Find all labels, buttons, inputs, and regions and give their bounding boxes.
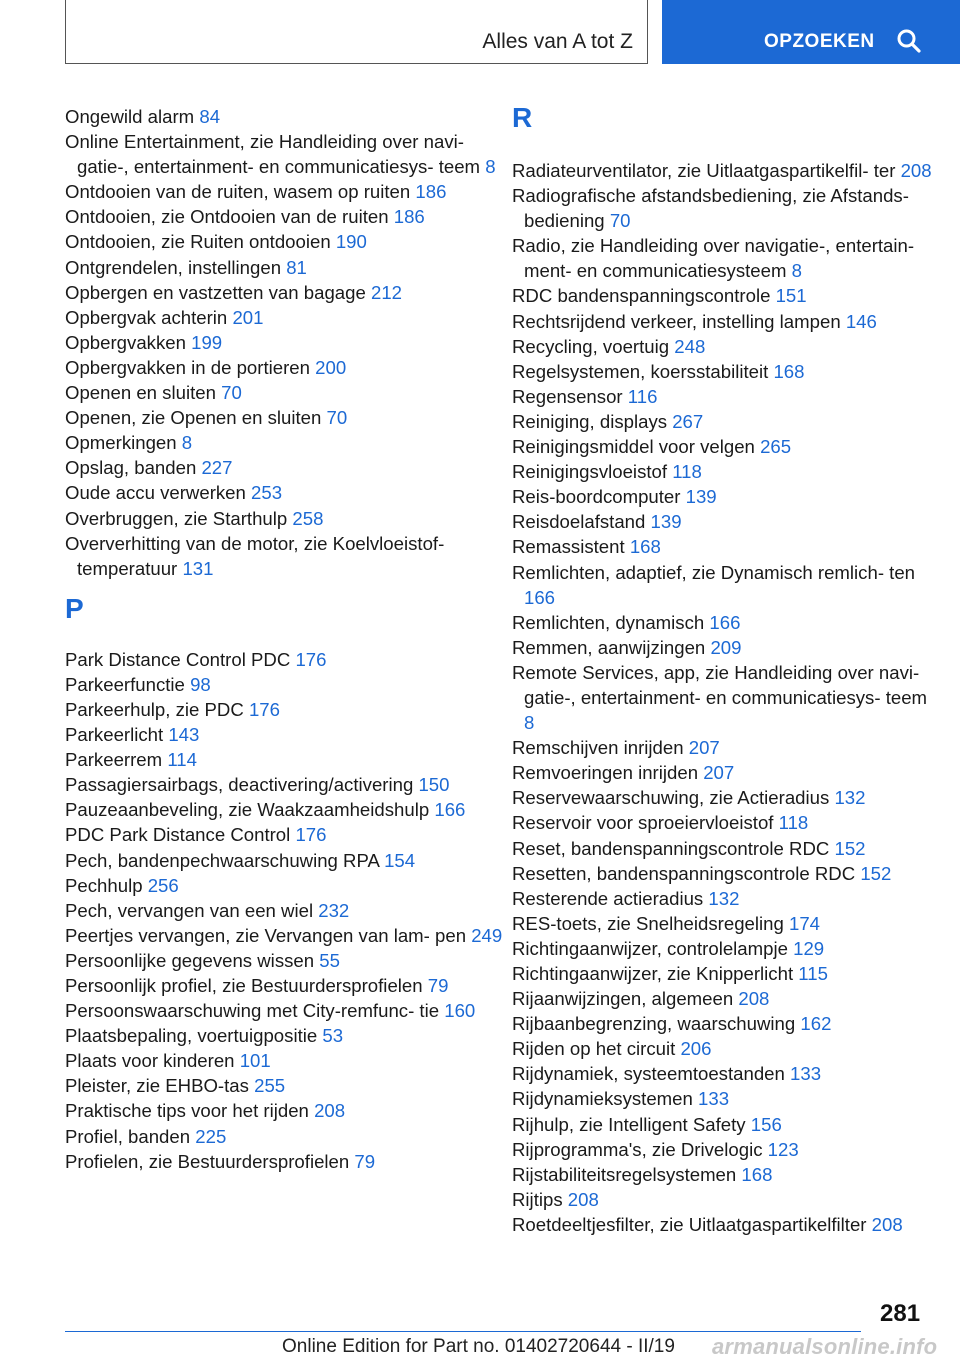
page-link[interactable]: 208	[567, 1188, 599, 1210]
page-link[interactable]: 249	[471, 924, 503, 946]
entry-text: Radiografische afstandsbediening, zie Afstands- bediening	[512, 185, 909, 232]
index-entry	[512, 459, 942, 484]
index-entry	[65, 747, 505, 772]
entry-text: RDC bandenspanningscontrole	[512, 285, 771, 307]
entry-text: Pech, bandenpechwaarschuwing RPA	[65, 849, 379, 871]
entry-text: Reset, bandenspanningscontrole RDC	[512, 837, 830, 859]
entry-text: Ongewild alarm	[65, 106, 195, 127]
index-entry	[512, 1187, 942, 1212]
entry-text: Reinigingsmiddel voor velgen	[512, 436, 755, 458]
entry-text: Remschijven inrijden	[512, 737, 684, 759]
entry-text: Rijdynamieksystemen	[512, 1088, 693, 1110]
entry-text: Opbergen en vastzetten van bagage	[65, 281, 366, 303]
page-link[interactable]: 8	[791, 260, 802, 282]
index-entry	[65, 873, 505, 898]
index-entry	[512, 1011, 942, 1036]
index-entry	[65, 229, 505, 254]
page-number: 281	[880, 1300, 921, 1327]
page-link[interactable]: 70	[609, 210, 631, 232]
entry-text: Park Distance Control PDC	[65, 648, 291, 670]
entry-text: Reiniging, displays	[512, 410, 668, 432]
index-entry	[512, 409, 942, 434]
page-link[interactable]: 190	[335, 231, 367, 253]
page-link[interactable]: 253	[251, 482, 283, 504]
page-link[interactable]: 225	[195, 1125, 227, 1147]
index-entry	[65, 948, 505, 973]
page-link[interactable]: 168	[629, 536, 661, 558]
index-entry	[512, 509, 942, 534]
edition-text: Online Edition for Part no. 01402720644 - II/19	[282, 1336, 675, 1357]
index-entry	[65, 772, 505, 797]
index-entry	[512, 936, 942, 961]
entry-text: Rijden op het circuit	[512, 1038, 676, 1060]
index-entry	[65, 898, 505, 923]
index-entry	[65, 129, 505, 179]
entry-text: Reservoir voor sproeiervloeistof	[512, 812, 774, 834]
index-entry	[512, 359, 942, 384]
page-link[interactable]: 168	[773, 360, 805, 382]
entry-text: Recycling, voertuig	[512, 335, 670, 357]
index-entry	[65, 430, 505, 455]
entry-text: Richtingaanwijzer, zie Knipperlicht	[512, 963, 794, 984]
entry-text: Parkeerfunctie	[65, 673, 185, 695]
entry-text: Rechtsrijdend verkeer, instelling lampen	[512, 310, 841, 332]
index-entry	[65, 973, 505, 998]
section-letter-r: R	[512, 102, 533, 133]
index-entry	[512, 283, 942, 308]
entry-text: Persoonlijk profiel, zie Bestuurdersprofielen	[65, 975, 423, 996]
entry-text: Rijbaanbegrenzing, waarschuwing	[512, 1013, 796, 1035]
page-link[interactable]: 70	[326, 407, 348, 429]
page-link[interactable]: 154	[384, 849, 416, 871]
entry-text: Remlichten, adaptief, zie Dynamisch remlich- ten	[512, 561, 916, 583]
page-link[interactable]: 133	[698, 1088, 730, 1110]
index-entry	[512, 1086, 942, 1111]
index-entry	[512, 1061, 942, 1086]
watermark: armanualsonline.info	[712, 1334, 938, 1359]
index-entry	[512, 1112, 942, 1137]
page-link[interactable]: 131	[182, 557, 214, 579]
index-group-o	[65, 104, 505, 581]
index-entry	[65, 722, 505, 747]
entry-text: Openen, zie Openen en sluiten	[65, 407, 322, 429]
page-link[interactable]: 162	[800, 1013, 832, 1035]
page-link[interactable]: 151	[775, 285, 807, 307]
index-entry	[65, 179, 505, 204]
index-entry	[512, 660, 942, 735]
page-link[interactable]: 209	[710, 636, 742, 658]
entry-text: Ontdooien van de ruiten, wasem op ruiten	[65, 181, 411, 203]
page-link[interactable]: 152	[834, 837, 866, 859]
index-entry	[512, 760, 942, 785]
tab-label: OPZOEKEN	[764, 31, 875, 52]
page-link[interactable]: 201	[232, 306, 264, 328]
entry-text: Rijprogramma's, zie Drivelogic	[512, 1138, 763, 1160]
page-link[interactable]: 152	[860, 862, 892, 884]
entry-text: Parkeerhulp, zie PDC	[65, 698, 244, 720]
entry-text: Parkeerlicht	[65, 724, 164, 746]
index-entry	[512, 735, 942, 760]
page-link[interactable]: 79	[427, 975, 449, 996]
entry-text: Ontdooien, zie Ruiten ontdooien	[65, 231, 331, 253]
page-link[interactable]: 199	[191, 331, 223, 353]
entry-text: Ontgrendelen, instellingen	[65, 256, 282, 278]
index-entry	[512, 560, 942, 610]
page-link[interactable]: 232	[318, 899, 350, 921]
page-link[interactable]: 118	[672, 461, 702, 483]
index-entry	[512, 534, 942, 559]
entry-text: Remassistent	[512, 536, 625, 558]
page-link[interactable]: 150	[418, 774, 450, 796]
entry-text: Regelsystemen, koersstabiliteit	[512, 360, 769, 382]
page-link[interactable]: 176	[248, 698, 280, 720]
page-link[interactable]: 208	[738, 988, 770, 1010]
tab-alles-van-a-tot-z[interactable]	[65, 0, 648, 64]
page-link[interactable]: 166	[434, 799, 466, 821]
entry-text: Reis-boordcomputer	[512, 486, 681, 508]
page-link[interactable]: 53	[322, 1025, 344, 1047]
entry-text: Online Entertainment, zie Handleiding over navi- gatie-, entertainment- en communicatiesys- teem	[65, 131, 481, 178]
index-entry	[512, 384, 942, 409]
index-entry	[65, 1098, 505, 1123]
entry-text: Profielen, zie Bestuurdersprofielen	[65, 1150, 350, 1172]
page-link[interactable]: 8	[524, 712, 535, 734]
index-entry	[65, 797, 505, 822]
index-entry	[512, 183, 942, 233]
entry-text: Regensensor	[512, 385, 623, 407]
entry-text: RES-toets, zie Snelheidsregeling	[512, 912, 784, 934]
page-link[interactable]: 206	[680, 1038, 712, 1060]
index-entry	[65, 647, 505, 672]
index-entry	[512, 334, 942, 359]
entry-text: Rijtips	[512, 1188, 563, 1210]
page-link[interactable]: 114	[167, 749, 197, 771]
page-link[interactable]: 123	[767, 1138, 799, 1160]
entry-text: Persoonlijke gegevens wissen	[65, 949, 315, 971]
index-entry	[65, 1124, 505, 1149]
index-entry	[65, 697, 505, 722]
entry-text: Peertjes vervangen, zie Vervangen van lam- pen	[65, 924, 467, 946]
index-entry	[512, 961, 942, 986]
page-link[interactable]: 101	[239, 1050, 271, 1072]
page-link[interactable]: 118	[778, 812, 809, 834]
page-link[interactable]: 132	[708, 887, 740, 909]
entry-text: Profiel, banden	[65, 1125, 191, 1147]
index-entry	[65, 1149, 505, 1174]
index-entry	[65, 380, 505, 405]
index-entry	[65, 255, 505, 280]
index-entry	[512, 484, 942, 509]
index-entry	[512, 1137, 942, 1162]
index-entry	[65, 1073, 505, 1098]
entry-text: Richtingaanwijzer, controlelampje	[512, 937, 788, 959]
entry-text: Passagiersairbags, deactivering/activering	[65, 774, 414, 796]
page-link[interactable]: 208	[871, 1213, 903, 1235]
index-entry	[65, 455, 505, 480]
page-link[interactable]: 176	[295, 648, 327, 670]
entry-text: Pech, vervangen van een wiel	[65, 899, 314, 921]
entry-text: Praktische tips voor het rijden	[65, 1100, 309, 1122]
page-link[interactable]: 200	[315, 356, 347, 378]
page-link[interactable]: 227	[201, 457, 233, 479]
entry-text: Plaatsbepaling, voertuigpositie	[65, 1025, 318, 1047]
index-entry	[65, 1023, 505, 1048]
page-link[interactable]: 267	[672, 410, 704, 432]
index-entry	[512, 836, 942, 861]
page-link[interactable]: 81	[286, 256, 307, 278]
page-link[interactable]: 208	[314, 1100, 346, 1122]
page-link[interactable]: 70	[221, 382, 242, 404]
entry-text: Oververhitting van de motor, zie Koelvloeistof- temperatuur	[65, 532, 445, 579]
entry-text: Overbruggen, zie Starthulp	[65, 507, 288, 529]
entry-text: Remlichten, dynamisch	[512, 611, 705, 633]
entry-text: Plaats voor kinderen	[65, 1050, 235, 1072]
tab-label: Alles van A tot Z	[482, 30, 633, 53]
entry-text: Pleister, zie EHBO-tas	[65, 1075, 249, 1097]
index-entry	[512, 434, 942, 459]
entry-text: Rijhulp, zie Intelligent Safety	[512, 1113, 746, 1135]
index-entry	[512, 635, 942, 660]
index-entry	[512, 309, 942, 334]
index-entry	[65, 923, 505, 948]
index-group-p	[65, 647, 505, 1174]
index-entry	[512, 986, 942, 1011]
entry-text: Roetdeeltjesfilter, zie Uitlaatgaspartikelfilter	[512, 1213, 867, 1235]
page-link[interactable]: 265	[760, 436, 792, 458]
index-entry	[512, 861, 942, 886]
index-entry	[65, 531, 505, 581]
tab-opzoeken[interactable]	[662, 0, 960, 64]
index-entry	[512, 785, 942, 810]
entry-text: Reinigingsvloeistof	[512, 461, 668, 483]
footer-divider	[65, 1331, 861, 1332]
entry-text: Opslag, banden	[65, 457, 197, 479]
index-entry	[65, 506, 505, 531]
page-link[interactable]: 132	[834, 787, 866, 809]
index-entry	[65, 330, 505, 355]
page-link[interactable]: 166	[709, 611, 741, 633]
page-link[interactable]: 168	[741, 1163, 773, 1185]
index-entry	[512, 886, 942, 911]
page-link[interactable]: 79	[354, 1150, 376, 1172]
page-link[interactable]: 133	[790, 1063, 822, 1085]
index-entry	[512, 158, 942, 183]
index-entry	[512, 1212, 942, 1237]
entry-text: Persoonswaarschuwing met City-remfunc- tie	[65, 1000, 440, 1022]
entry-text: Rijdynamiek, systeemtoestanden	[512, 1063, 785, 1085]
page-link[interactable]: 84	[199, 106, 221, 127]
index-entry	[65, 280, 505, 305]
page-link[interactable]: 129	[793, 937, 825, 959]
page-link[interactable]: 98	[190, 673, 211, 695]
search-icon	[896, 28, 922, 54]
page-link[interactable]: 8	[181, 432, 193, 454]
index-entry	[65, 405, 505, 430]
index-entry	[65, 204, 505, 229]
index-entry	[65, 480, 505, 505]
entry-text: Opmerkingen	[65, 432, 177, 454]
index-entry	[512, 233, 942, 283]
index-entry	[512, 810, 942, 835]
entry-text: Radio, zie Handleiding over navigatie-, entertain- ment- en communicatiesysteem	[512, 235, 915, 282]
page-link[interactable]: 255	[254, 1075, 286, 1097]
page-link[interactable]: 174	[789, 912, 821, 934]
index-entry	[512, 911, 942, 936]
entry-text: Remvoeringen inrijden	[512, 762, 699, 784]
index-entry	[65, 998, 505, 1023]
entry-text: Rijstabiliteitsregelsystemen	[512, 1163, 737, 1185]
page-link[interactable]: 212	[371, 281, 403, 303]
index-entry	[65, 848, 505, 873]
entry-text: Pauzeaanbeveling, zie Waakzaamheidshulp	[65, 799, 430, 821]
entry-text: Pechhulp	[65, 874, 143, 896]
entry-text: Radiateurventilator, zie Uitlaatgaspartikelfil- ter	[512, 160, 896, 181]
page-link[interactable]: 115	[798, 963, 828, 984]
page-link[interactable]: 208	[900, 160, 932, 181]
entry-text: Remote Services, app, zie Handleiding over navi- gatie-, entertainment- en communicatiesys- teem	[512, 661, 928, 708]
entry-text: Oude accu verwerken	[65, 482, 246, 504]
entry-text: Reisdoelafstand	[512, 511, 646, 533]
page-link[interactable]: 207	[688, 737, 720, 759]
page-link[interactable]: 143	[168, 724, 200, 746]
entry-text: Opbergvakken in de portieren	[65, 356, 310, 378]
index-group-r	[512, 158, 942, 1237]
page-link[interactable]: 156	[750, 1113, 782, 1135]
page-link[interactable]: 256	[147, 874, 179, 896]
entry-text: Rijaanwijzingen, algemeen	[512, 988, 734, 1010]
page-link[interactable]: 160	[444, 1000, 476, 1022]
index-column-right	[512, 104, 942, 1237]
page-link[interactable]: 186	[415, 181, 447, 203]
page-link[interactable]: 55	[319, 949, 340, 971]
page-link[interactable]: 146	[845, 310, 877, 332]
index-entry	[65, 672, 505, 697]
index-entry	[65, 355, 505, 380]
index-entry	[512, 1162, 942, 1187]
index-entry	[65, 104, 505, 129]
entry-text: Opbergvakken	[65, 331, 186, 353]
page-link[interactable]: 186	[393, 206, 425, 228]
entry-text: Openen en sluiten	[65, 382, 216, 404]
page-link[interactable]: 139	[650, 511, 682, 533]
index-entry	[512, 610, 942, 635]
entry-text: Parkeerrem	[65, 749, 163, 771]
section-letter-p: P	[65, 592, 84, 624]
entry-text: PDC Park Distance Control	[65, 824, 291, 846]
entry-text: Ontdooien, zie Ontdooien van de ruiten	[65, 206, 389, 228]
entry-text: Resetten, bandenspanningscontrole RDC	[512, 862, 856, 884]
index-entry	[65, 822, 505, 847]
index-entry	[512, 1036, 942, 1061]
page-link[interactable]: 139	[685, 486, 717, 508]
entry-text: Reservewaarschuwing, zie Actieradius	[512, 787, 830, 809]
entry-text: Remmen, aanwijzingen	[512, 636, 706, 658]
index-column-left	[65, 104, 505, 1174]
entry-text: Resterende actieradius	[512, 887, 704, 909]
page-link[interactable]: 176	[295, 824, 327, 846]
index-entry	[65, 1048, 505, 1073]
page-link[interactable]: 207	[703, 762, 735, 784]
page-link[interactable]: 8	[485, 156, 496, 178]
page-link[interactable]: 166	[524, 586, 556, 608]
index-entry	[65, 305, 505, 330]
page-link[interactable]: 248	[674, 335, 706, 357]
page-link[interactable]: 116	[627, 385, 658, 407]
page-link[interactable]: 258	[292, 507, 324, 529]
entry-text: Opbergvak achterin	[65, 306, 228, 328]
